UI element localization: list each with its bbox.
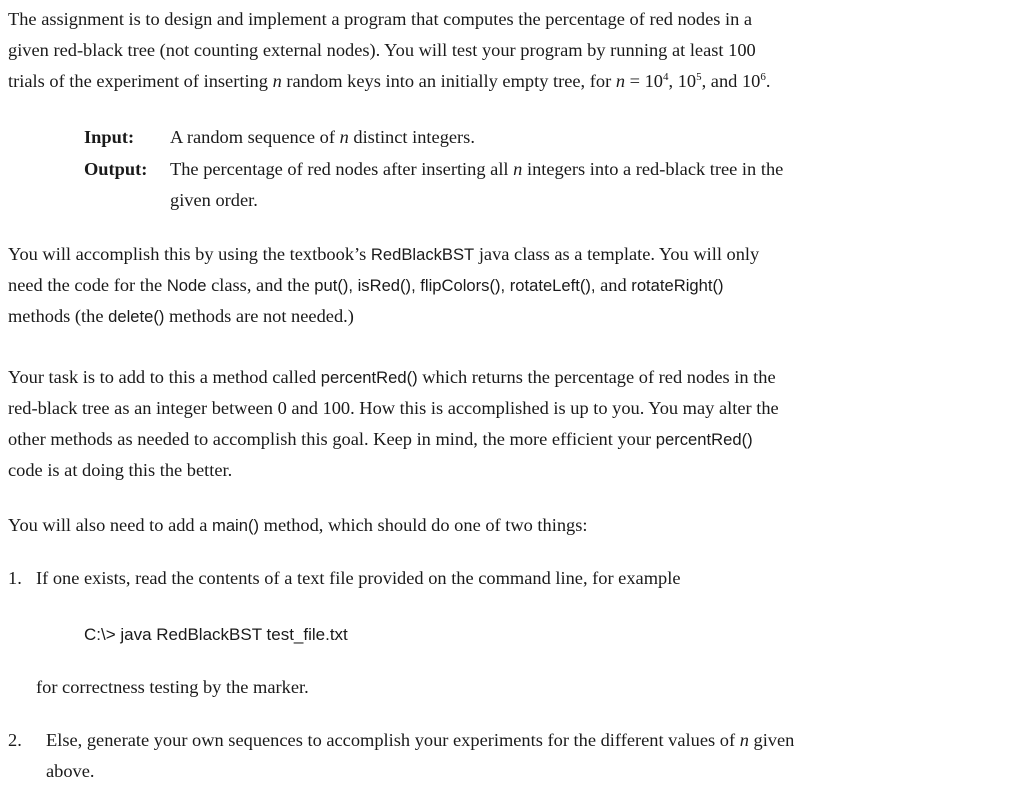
para3-line-4: code is at doing this the better.	[8, 460, 233, 480]
para3-line-3: other methods as needed to accomplish this goal. Keep in mind, the more efficient your percentRed()	[8, 429, 753, 449]
output-text: The percentage of red nodes after inserting all n integers into a red-black tree in the	[170, 159, 784, 179]
para2-line-1: You will accomplish this by using the textbook’s RedBlackBST java class as a template. You will only	[8, 244, 760, 264]
para3-line-2: red-black tree as an integer between 0 and 100. How this is accomplished is up to you. You may alter the	[8, 398, 779, 418]
para3-line-1: Your task is to add to this a method called percentRed() which returns the percentage of red nodes in the	[8, 367, 776, 387]
para4-line-1: You will also need to add a main() method, which should do one of two things:	[8, 515, 588, 535]
intro-line-1: The assignment is to design and implement a program that computes the percentage of red nodes in a	[8, 9, 753, 29]
intro-line-3: trials of the experiment of inserting n random keys into an initially empty tree, for $n = 10^4$, $10^5$, and $10^6$.	[8, 71, 771, 91]
output-text-line-2: given order.	[170, 190, 258, 210]
list-item-1-text: If one exists, read the contents of a text file provided on the command line, for example	[36, 568, 681, 588]
output-label: Output:	[84, 159, 148, 179]
list-item-1-after: for correctness testing by the marker.	[36, 677, 309, 697]
class-name-code: RedBlackBST	[370, 245, 475, 264]
command-line-example: C:\> java RedBlackBST test_file.txt	[84, 625, 348, 644]
list-item-2-text: Else, generate your own sequences to accomplish your experiments for the different values of n given	[46, 730, 795, 750]
list-item-2-number: 2.	[8, 730, 22, 750]
input-text: A random sequence of n distinct integers.	[170, 127, 475, 147]
list-item-2-line-2: above.	[46, 761, 95, 781]
input-label: Input:	[84, 127, 135, 147]
para2-line-2: need the code for the Node class, and the put(), isRed(), flipColors(), rotateLeft(), and rotateRight()	[8, 275, 724, 295]
para2-line-3: methods (the delete() methods are not needed.)	[8, 306, 354, 326]
intro-line-2: given red-black tree (not counting external nodes). You will test your program by running at least 100	[8, 40, 756, 60]
list-item-1-number: 1.	[8, 568, 22, 588]
